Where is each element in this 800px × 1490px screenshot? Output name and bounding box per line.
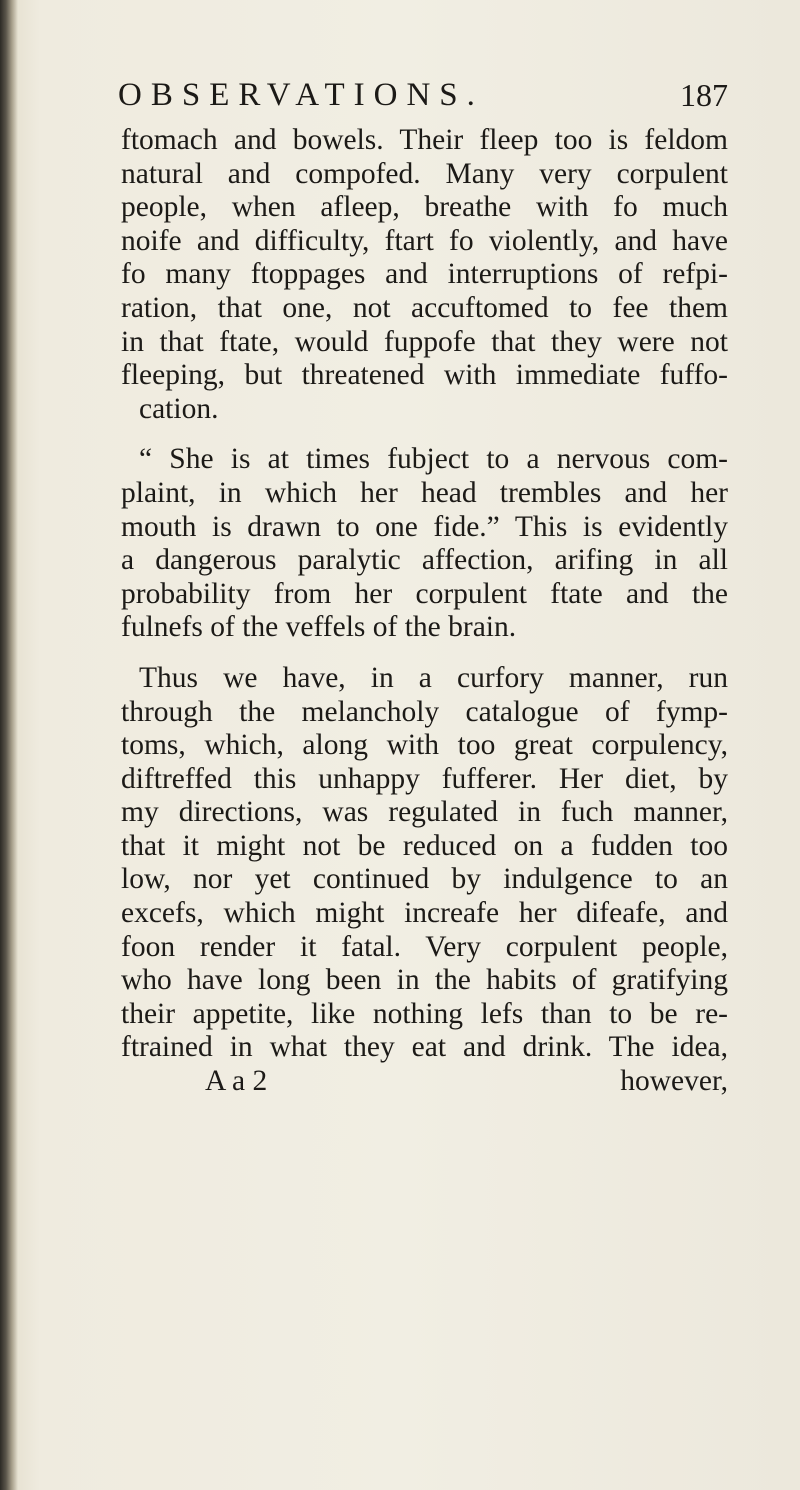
text-line: mouth is drawn to one fide.” This is evidently [121,510,728,543]
text-line: foon render it fatal. Very corpulent people, [121,930,728,963]
text-line: a dangerous paralytic affection, arifing in all [121,544,728,577]
text-line: plaint, in which her head trembles and her [121,476,728,509]
text-line: fulnefs of the veffels of the brain. [121,611,517,644]
page-number: 187 [680,77,728,113]
text-line: fo many ftoppages and interruptions of refpi- [121,258,728,291]
paragraph [121,662,728,1065]
text-line: ftomach and bowels. Their fleep too is feldom [121,124,728,156]
text-line: cation. [139,392,219,425]
paragraph [121,443,728,645]
paragraph [121,124,728,426]
text-line: excefs, which might increafe her difeafe, and [121,897,728,930]
text-line: my directions, was regulated in fuch manner, [121,796,728,829]
text-line: ftrained in what they eat and drink. The idea, [121,1031,728,1064]
text-line: natural and compofed. Many very corpulent [121,157,728,190]
body-text [121,124,728,1099]
text-line: “ She is at times fubject to a nervous com- [139,443,728,476]
catchword: however, [620,1065,728,1098]
text-line: fleeping, but threatened with immediate fuffo- [121,359,728,392]
binding-edge [0,0,18,1490]
running-head: OBSERVATIONS. [118,77,484,113]
page-footer [121,1065,728,1099]
text-line: ration, that one, not accuftomed to fee them [121,291,728,324]
text-line: through the melancholy catalogue of fymp- [121,695,728,728]
text-line: low, nor yet continued by indulgence to an [121,863,728,896]
signature-mark: A a 2 [205,1065,268,1098]
text-line: diftreffed this unhappy fufferer. Her diet, by [121,762,728,795]
text-line: probability from her corpulent ftate and the [121,577,728,610]
text-line: in that ftate, would fuppofe that they were not [121,325,728,358]
text-line: people, when afleep, breathe with fo much [121,191,728,224]
text-line: who have long been in the habits of gratifying [121,964,728,997]
text-line: their appetite, like nothing lefs than to be re- [121,997,728,1030]
text-line: toms, which, along with too great corpulency, [121,729,728,762]
page-header [118,70,728,120]
text-line: Thus we have, in a curfory manner, run [139,661,728,694]
text-line: that it might not be reduced on a fudden too [121,829,728,862]
text-line: noife and difficulty, ftart fo violently, and have [121,224,728,257]
